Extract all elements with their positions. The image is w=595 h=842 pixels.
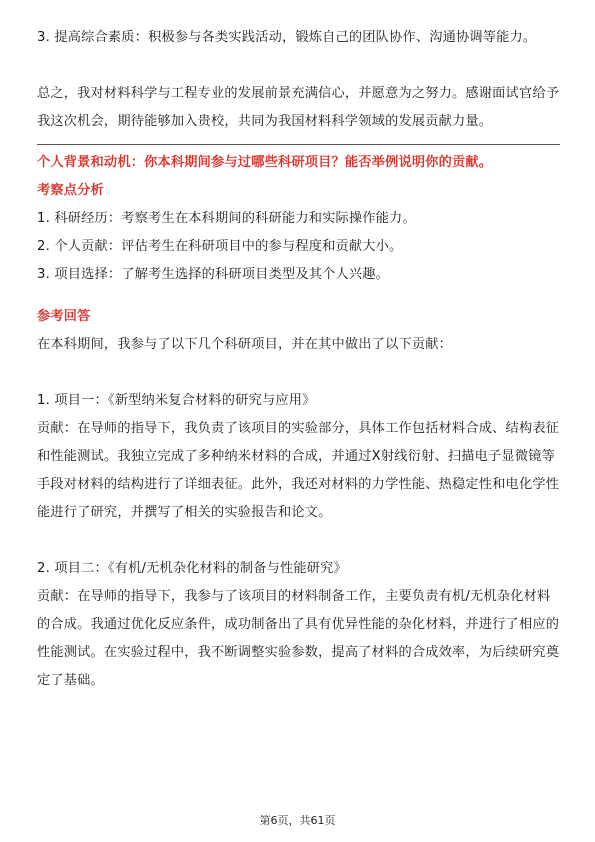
document-page xyxy=(37,24,560,695)
conclusion-paragraph: 总之，我对材料科学与工程专业的发展前景充满信心，并愿意为之努力。感谢面试官给予我这次机会，期待能够加入贵校，共同为我国材料科学领域的发展贡献力量。 xyxy=(37,86,560,129)
page-number: 第6页，共61页 xyxy=(259,814,336,827)
analysis-item: 2. 个人贡献：评估考生在科研项目中的参与程度和贡献大小。 xyxy=(37,239,403,254)
analysis-item: 1. 科研经历：考察考生在本科期间的科研能力和实际操作能力。 xyxy=(37,211,416,226)
question-title: 个人背景和动机：你本科期间参与过哪些科研项目？能否举例说明你的贡献。 xyxy=(37,155,493,170)
answer-intro: 在本科期间，我参与了以下几个科研项目，并在其中做出了以下贡献： xyxy=(37,337,453,352)
section-divider xyxy=(37,144,560,145)
answer-heading: 参考回答 xyxy=(37,309,91,324)
intro-item-3: 3. 提高综合素质：积极参与各类实践活动，锻炼自己的团队协作、沟通协调等能力。 xyxy=(37,30,537,45)
project-title: 1. 项目一：《新型纳米复合材料的研究与应用》 xyxy=(37,393,316,408)
project-title: 2. 项目二：《有机/无机杂化材料的制备与性能研究》 xyxy=(37,561,347,576)
analysis-heading: 考察点分析 xyxy=(37,183,104,198)
project-contribution: 贡献：在导师的指导下，我负责了该项目的实验部分，具体工作包括材料合成、结构表征和性能测试。我独立完成了多种纳米材料的合成，并通过X射线衍射、扫描电子显微镜等手段对材料的结构进行了详细表征。此外，我还对材料的力学性能、热稳定性和电化学性能进行了研究，并撰写了相关的实验报告和论文。 xyxy=(37,421,560,520)
analysis-item: 3. 项目选择：了解考生选择的科研项目类型及其个人兴趣。 xyxy=(37,267,390,282)
project-contribution: 贡献：在导师的指导下，我参与了该项目的材料制备工作，主要负责有机/无机杂化材料的合成。我通过优化反应条件，成功制备出了具有优异性能的杂化材料，并进行了相应的性能测试。在实验过程中，我不断调整实验参数，提高了材料的合成效率，为后续研究奠定了基础。 xyxy=(37,589,560,688)
